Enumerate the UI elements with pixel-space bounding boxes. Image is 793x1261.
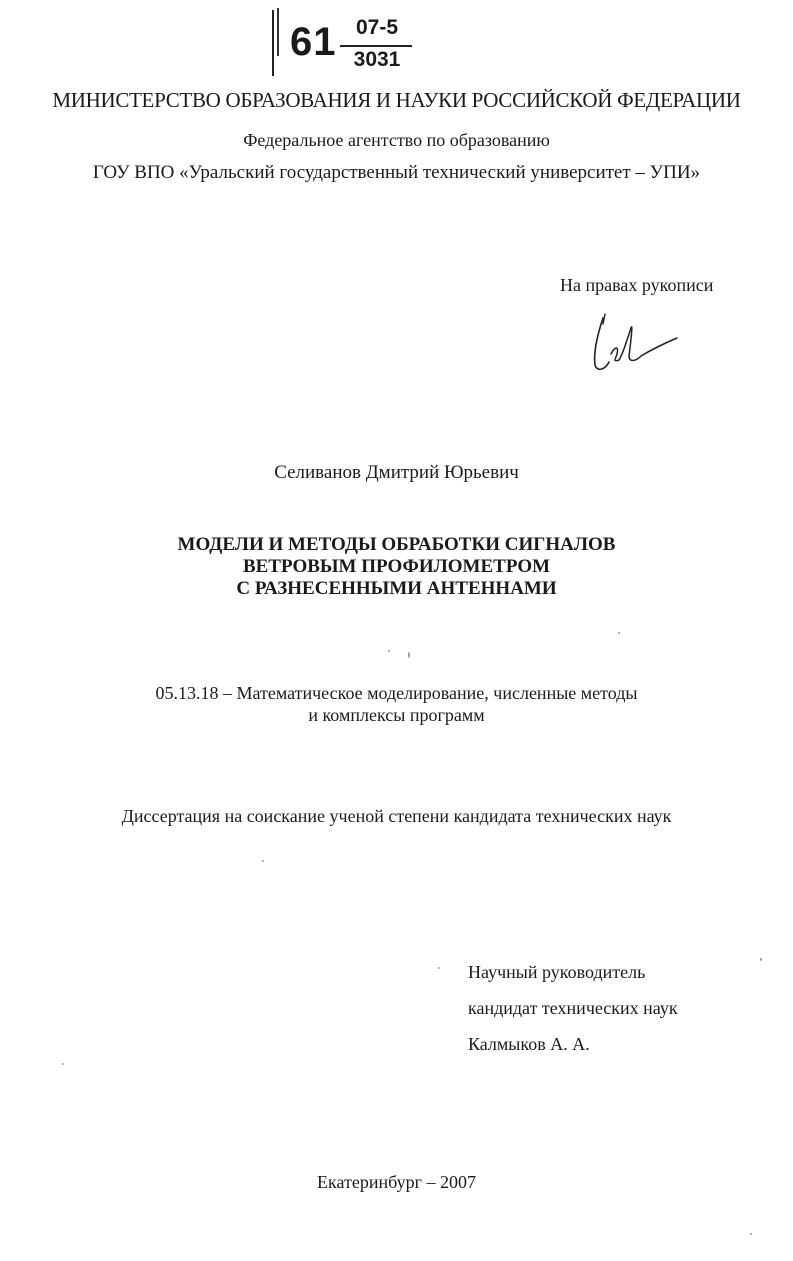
scan-speck: [262, 860, 264, 862]
stamp-fraction-line: [340, 45, 412, 47]
scan-speck: [408, 652, 410, 658]
stamp-bar-secondary: [277, 8, 279, 56]
stamp-numerator: 07-5: [355, 16, 399, 39]
library-stamp: [272, 8, 432, 80]
title-line: МОДЕЛИ И МЕТОДЫ ОБРАБОТКИ СИГНАЛОВ: [177, 534, 616, 555]
supervisor-degree: кандидат технических наук: [468, 998, 678, 1018]
ministry-heading: МИНИСТЕРСТВО ОБРАЗОВАНИЯ И НАУКИ РОССИЙСКОЙ ФЕДЕРАЦИИ: [52, 88, 741, 112]
scan-speck: [618, 632, 620, 634]
scan-speck: [388, 650, 390, 652]
scan-speck: [438, 967, 440, 969]
dissertation-title: [0, 534, 793, 600]
scan-speck: [760, 958, 762, 961]
handwritten-signature: [585, 310, 685, 380]
specialty-line: 05.13.18 – Математическое моделирование, численные методы: [155, 683, 638, 703]
stamp-bar: [272, 10, 274, 76]
stamp-denominator: 3031: [353, 48, 401, 71]
university-heading: ГОУ ВПО «Уральский государственный технический университет – УПИ»: [92, 162, 701, 183]
title-line: ВЕТРОВЫМ ПРОФИЛОМЕТРОМ: [242, 556, 551, 577]
city-year: Екатеринбург – 2007: [317, 1172, 476, 1192]
specialty-line: и комплексы программ: [308, 705, 485, 725]
specialty-code: [0, 682, 793, 726]
supervisor-block: [468, 954, 678, 1062]
agency-heading: Федеральное агентство по образованию: [243, 130, 550, 150]
supervisor-name: Калмыков А. А.: [468, 1034, 590, 1054]
scan-speck: [62, 1063, 64, 1065]
title-line: С РАЗНЕСЕННЫМИ АНТЕННАМИ: [236, 578, 557, 599]
author-name: Селиванов Дмитрий Юрьевич: [274, 462, 519, 483]
degree-statement: Диссертация на соискание ученой степени кандидата технических наук: [121, 806, 672, 826]
supervisor-role: Научный руководитель: [468, 962, 646, 982]
stamp-main-number: 61: [290, 20, 337, 64]
scan-speck: [750, 1233, 752, 1235]
manuscript-rights-note: На правах рукописи: [560, 275, 714, 295]
